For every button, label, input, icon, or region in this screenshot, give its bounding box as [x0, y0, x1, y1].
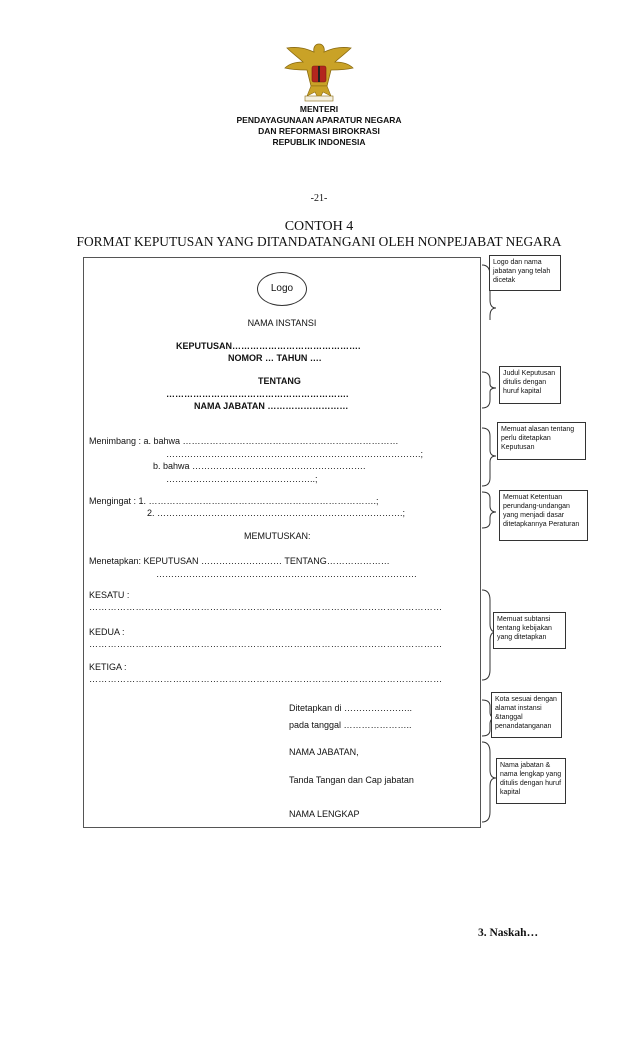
tentang-dots: ……………………………………………………. — [166, 389, 349, 399]
brace-7 — [482, 742, 496, 822]
page-number: -21- — [310, 193, 328, 204]
nama-instansi: NAMA INSTANSI — [247, 318, 317, 328]
callout-kota-tanggal: Kota sesuai dengan alamat instansi &tanggal penandatanganan — [491, 692, 562, 738]
callout-nama-jabatan: Nama jabatan & nama lengkap yang ditulis dengan huruf kapital — [496, 758, 566, 804]
kedua-dots: …………………………………………………………………………………………………… — [89, 639, 443, 649]
brace-3 — [482, 428, 496, 486]
callout-substansi: Memuat subtansi tentang kebijakan yang ditetapkan — [493, 612, 566, 649]
kedua-label: KEDUA : — [89, 627, 125, 637]
header-menteri: MENTERI — [299, 104, 339, 114]
next-page-reference: 3. Naskah… — [478, 927, 539, 939]
memutuskan: MEMUTUSKAN: — [244, 531, 311, 541]
mengingat-1: Mengingat : 1. ………………………………………………………………….; — [89, 496, 379, 506]
logo-placeholder: Logo — [257, 272, 307, 306]
menimbang-a: Menimbang : a. bahwa ……………………………………………………………… — [89, 436, 399, 446]
menimbang-a-cont: ………………………………………………………………………….; — [166, 449, 424, 459]
format-title: FORMAT KEPUTUSAN YANG DITANDATANGANI OLEH NONPEJABAT NEGARA — [76, 234, 562, 249]
callout-logo: Logo dan nama jabatan yang telah dicetak — [489, 255, 561, 291]
ditetapkan-di: Ditetapkan di ………………….. — [289, 703, 413, 713]
header-republik: REPUBLIK INDONESIA — [272, 137, 366, 147]
callout-menimbang: Memuat alasan tentang perlu ditetapkan Keputusan — [497, 422, 586, 460]
ketiga-dots: …………………………………………………………………………………………………… — [89, 674, 443, 684]
kesatu-dots: …………………………………………………………………………………………………… — [89, 602, 443, 612]
keputusan-line: KEPUTUSAN……………………………………. — [176, 341, 361, 351]
header-reformasi: DAN REFORMASI BIROKRASI — [258, 126, 380, 136]
nama-jabatan-sign: NAMA JABATAN, — [289, 747, 359, 757]
callout-judul: Judul Keputusan ditulis dengan huruf kapital — [499, 366, 561, 404]
mengingat-2: 2. ……………………………………………………………………….; — [147, 508, 406, 518]
tanda-tangan: Tanda Tangan dan Cap jabatan — [289, 775, 414, 785]
kesatu-label: KESATU : — [89, 590, 130, 600]
menetapkan-cont: …………………………………………………………………………… — [156, 569, 417, 579]
menetapkan: Menetapkan: KEPUTUSAN ……………………… TENTANG………………… — [89, 556, 390, 566]
header-pendayagunaan: PENDAYAGUNAAN APARATUR NEGARA — [236, 115, 402, 125]
callout-mengingat: Memuat Ketentuan perundang-undangan yang menjadi dasar ditetapkannya Peraturan — [499, 490, 588, 541]
brace-4 — [482, 492, 496, 528]
ketiga-label: KETIGA : — [89, 662, 127, 672]
pada-tanggal: pada tanggal ………………….. — [289, 720, 412, 730]
nama-jabatan-heading: NAMA JABATAN ……………………… — [194, 401, 349, 411]
brace-2 — [482, 372, 496, 408]
menimbang-b-cont: …………………………………………..; — [166, 474, 318, 484]
menimbang-b: b. bahwa …………………………………………………. — [153, 461, 366, 471]
nama-lengkap: NAMA LENGKAP — [289, 809, 360, 819]
tentang-heading: TENTANG — [258, 376, 301, 386]
contoh-title: CONTOH 4 — [284, 219, 354, 234]
nomor-tahun: NOMOR … TAHUN …. — [228, 353, 322, 363]
